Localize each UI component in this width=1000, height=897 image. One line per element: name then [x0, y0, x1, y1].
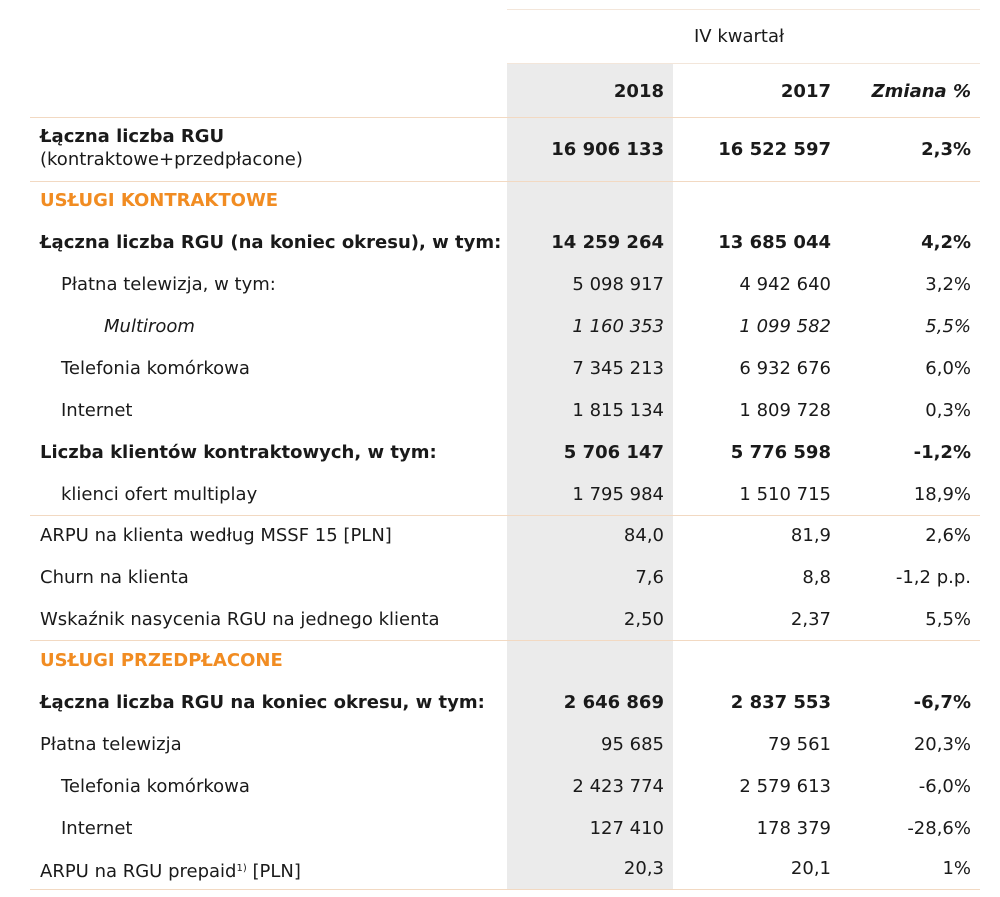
cell-2018: 5 098 917	[572, 274, 664, 295]
table-row	[0, 474, 1000, 516]
cell-2017: 20,1	[790, 858, 831, 879]
cell-2018: 14 259 264	[551, 232, 664, 253]
cell-2017: 1 510 715	[739, 484, 831, 505]
row-label-text: ARPU na RGU prepaid	[40, 861, 237, 882]
row-label: Liczba klientów kontraktowych, w tym:	[40, 442, 437, 463]
row-label: Telefonia komórkowa	[61, 776, 250, 797]
section-contract	[0, 180, 1000, 222]
cell-2017: 8,8	[802, 567, 831, 588]
cell-change: 18,9%	[913, 484, 971, 505]
cell-2018: 7,6	[635, 567, 664, 588]
cell-2018: 2 423 774	[572, 776, 664, 797]
cell-2017: 178 379	[756, 818, 831, 839]
divider	[30, 889, 980, 890]
cell-2017: 79 561	[768, 734, 831, 755]
cell-2017: 1 809 728	[739, 400, 831, 421]
cell-2017: 4 942 640	[739, 274, 831, 295]
table-row	[0, 682, 1000, 724]
cell-change: -6,0%	[918, 776, 971, 797]
section-title-prepaid: USŁUGI PRZEDPŁACONE	[40, 650, 283, 671]
cell-2017: 13 685 044	[718, 232, 831, 253]
cell-2018: 127 410	[589, 818, 664, 839]
cell-change: 2,6%	[925, 525, 971, 546]
cell-2017: 1 099 582	[739, 316, 831, 337]
cell-2018: 1 160 353	[572, 316, 664, 337]
cell-change: 1%	[942, 858, 971, 879]
table-row	[0, 306, 1000, 348]
divider	[30, 117, 980, 118]
table-row-total	[0, 129, 1000, 171]
cell-change: 0,3%	[925, 400, 971, 421]
table-row	[0, 222, 1000, 264]
table-row	[0, 848, 1000, 890]
column-header-2018: 2018	[613, 81, 664, 102]
cell-change: 4,2%	[921, 232, 971, 253]
cell-change: 2,3%	[921, 139, 971, 160]
period-header: IV kwartał	[694, 26, 785, 47]
cell-change: -1,2 p.p.	[895, 567, 971, 588]
row-label: Wskaźnik nasycenia RGU na jednego klienta	[40, 609, 440, 630]
table-row	[0, 808, 1000, 850]
table-row	[0, 557, 1000, 599]
row-label-suffix: [PLN]	[246, 861, 301, 882]
cell-2018: 20,3	[623, 858, 664, 879]
total-rgu-label-line2: (kontraktowe+przedpłacone)	[40, 149, 303, 170]
cell-2018: 7 345 213	[572, 358, 664, 379]
cell-2018: 2,50	[623, 609, 664, 630]
row-label: Łączna liczba RGU na koniec okresu, w tym:	[40, 692, 485, 713]
cell-2017: 2 837 553	[730, 692, 831, 713]
cell-change: 5,5%	[925, 609, 971, 630]
cell-change: -6,7%	[913, 692, 971, 713]
cell-change: 3,2%	[925, 274, 971, 295]
table-row	[0, 599, 1000, 641]
footnote-marker: 1)	[236, 863, 247, 874]
row-label: Łączna liczba RGU (na koniec okresu), w tym:	[40, 232, 502, 253]
row-label: Telefonia komórkowa	[61, 358, 250, 379]
table-row	[0, 432, 1000, 474]
row-label: Churn na klienta	[40, 567, 189, 588]
cell-change: 6,0%	[925, 358, 971, 379]
column-header-change: Zmiana %	[871, 81, 971, 102]
cell-2018: 1 795 984	[572, 484, 664, 505]
cell-2017: 81,9	[790, 525, 831, 546]
column-header-2017: 2017	[780, 81, 831, 102]
row-label: Internet	[61, 818, 133, 839]
row-label: ARPU na klienta według MSSF 15 [PLN]	[40, 525, 392, 546]
cell-2017: 16 522 597	[718, 139, 831, 160]
cell-change: -1,2%	[913, 442, 971, 463]
header-top-line	[507, 9, 980, 10]
cell-change: 5,5%	[925, 316, 971, 337]
row-label: Płatna telewizja, w tym:	[61, 274, 276, 295]
cell-change: 20,3%	[913, 734, 971, 755]
cell-2018: 16 906 133	[551, 139, 664, 160]
table-row	[0, 724, 1000, 766]
cell-2018: 2 646 869	[563, 692, 664, 713]
cell-2017: 6 932 676	[739, 358, 831, 379]
cell-change: -28,6%	[907, 818, 971, 839]
row-label: klienci ofert multiplay	[61, 484, 258, 505]
cell-2017: 2,37	[790, 609, 831, 630]
cell-2018: 5 706 147	[563, 442, 664, 463]
row-label: Płatna telewizja	[40, 734, 182, 755]
table-row	[0, 390, 1000, 432]
section-prepaid	[0, 640, 1000, 682]
table-row	[0, 264, 1000, 306]
header-mid-line	[507, 63, 980, 64]
section-title-contract: USŁUGI KONTRAKTOWE	[40, 190, 279, 211]
row-label	[40, 848, 301, 890]
table-row	[0, 515, 1000, 557]
cell-2018: 84,0	[623, 525, 664, 546]
table-row	[0, 766, 1000, 808]
cell-2018: 1 815 134	[572, 400, 664, 421]
row-label: Multiroom	[104, 316, 195, 337]
cell-2017: 2 579 613	[739, 776, 831, 797]
cell-2018: 95 685	[601, 734, 664, 755]
total-rgu-label-line1: Łączna liczba RGU	[40, 126, 225, 147]
table-row	[0, 348, 1000, 390]
row-label: Internet	[61, 400, 133, 421]
cell-2017: 5 776 598	[730, 442, 831, 463]
